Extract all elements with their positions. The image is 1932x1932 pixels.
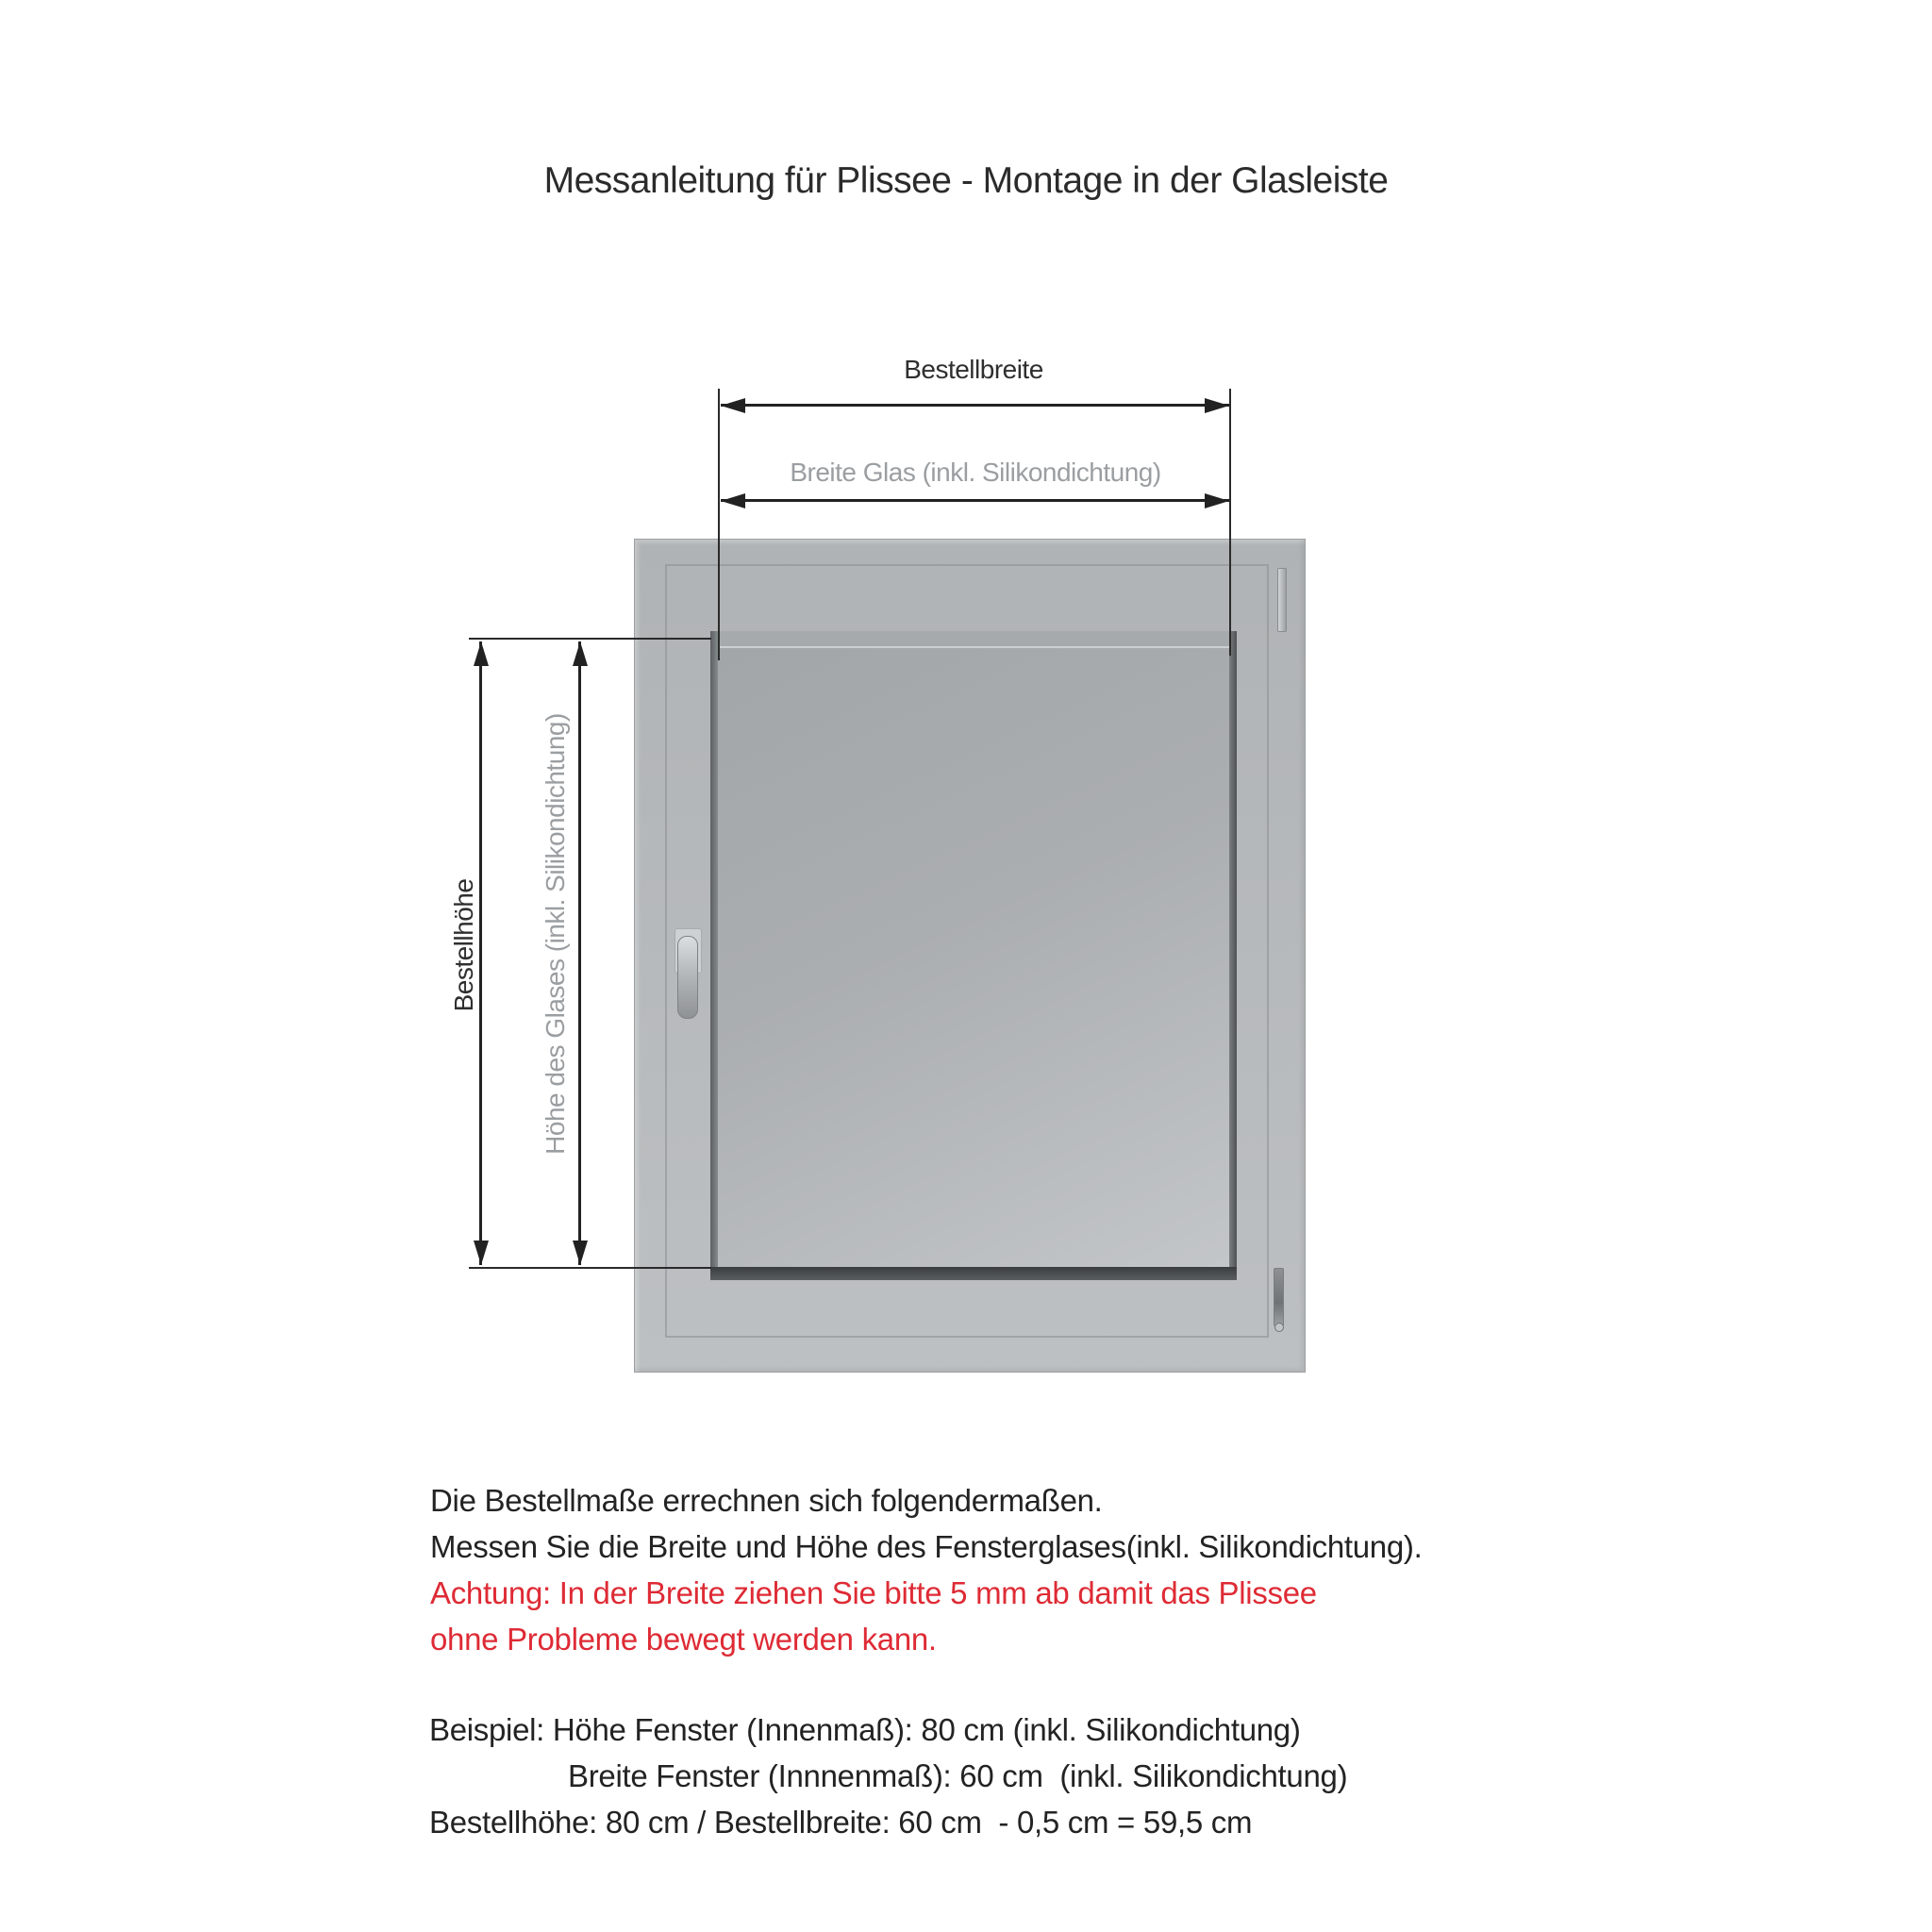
example-calculation <box>429 1707 1347 1845</box>
glass-height-label: Höhe des Glases (inkl. Silikondichtung) <box>541 713 570 1155</box>
extension-line-glass-bottom <box>469 1267 711 1269</box>
example-line-1: Beispiel: Höhe Fenster (Innenmaß): 80 cm (inkl. Silikondichtung) <box>429 1712 1301 1747</box>
glass-bead-right-edge <box>1229 631 1237 1280</box>
extension-line-glass-left <box>718 389 720 660</box>
extension-line-glass-right <box>1229 389 1231 656</box>
order-height-label: Bestellhöhe <box>449 878 478 1012</box>
glass-bead-bottom-edge <box>710 1267 1237 1280</box>
glass-width-dimension-arrow <box>721 499 1229 502</box>
order-width-dimension-arrow <box>721 404 1229 407</box>
instruction-line-2: Messen Sie die Breite und Höhe des Fensterglases(inkl. Silikondichtung). <box>430 1529 1423 1564</box>
window-handle <box>677 936 698 1019</box>
warning-line-1: Achtung: In der Breite ziehen Sie bitte 5 mm ab damit das Plissee <box>430 1575 1317 1610</box>
example-line-3: Bestellhöhe: 80 cm / Bestellbreite: 60 cm - 0,5 cm = 59,5 cm <box>429 1805 1253 1840</box>
glass-bead-left-edge <box>710 631 718 1280</box>
page-title: Messanleitung für Plissee - Montage in der Glasleiste <box>543 160 1389 201</box>
extension-line-glass-top <box>469 638 711 640</box>
hinge-top <box>1277 568 1287 632</box>
window-frame <box>634 539 1306 1373</box>
glass-height-dimension-arrow <box>578 641 581 1265</box>
warning-line-2: ohne Probleme bewegt werden kann. <box>430 1622 937 1657</box>
order-width-label: Bestellbreite <box>904 355 1043 384</box>
glass-width-label: Breite Glas (inkl. Silikondichtung) <box>790 458 1161 487</box>
glass-bead-frame <box>710 631 1237 1280</box>
glass-pane <box>718 648 1229 1267</box>
example-line-2: Breite Fenster (Innnenmaß): 60 cm (inkl. Silikondichtung) <box>568 1758 1348 1793</box>
instruction-line-1: Die Bestellmaße errechnen sich folgendermaßen. <box>430 1483 1103 1518</box>
calculation-instructions <box>430 1477 1422 1662</box>
hinge-bottom <box>1274 1268 1284 1326</box>
order-height-dimension-arrow <box>479 641 482 1265</box>
hinge-pin <box>1274 1323 1284 1332</box>
glass-bead-top-rail <box>710 631 1237 648</box>
